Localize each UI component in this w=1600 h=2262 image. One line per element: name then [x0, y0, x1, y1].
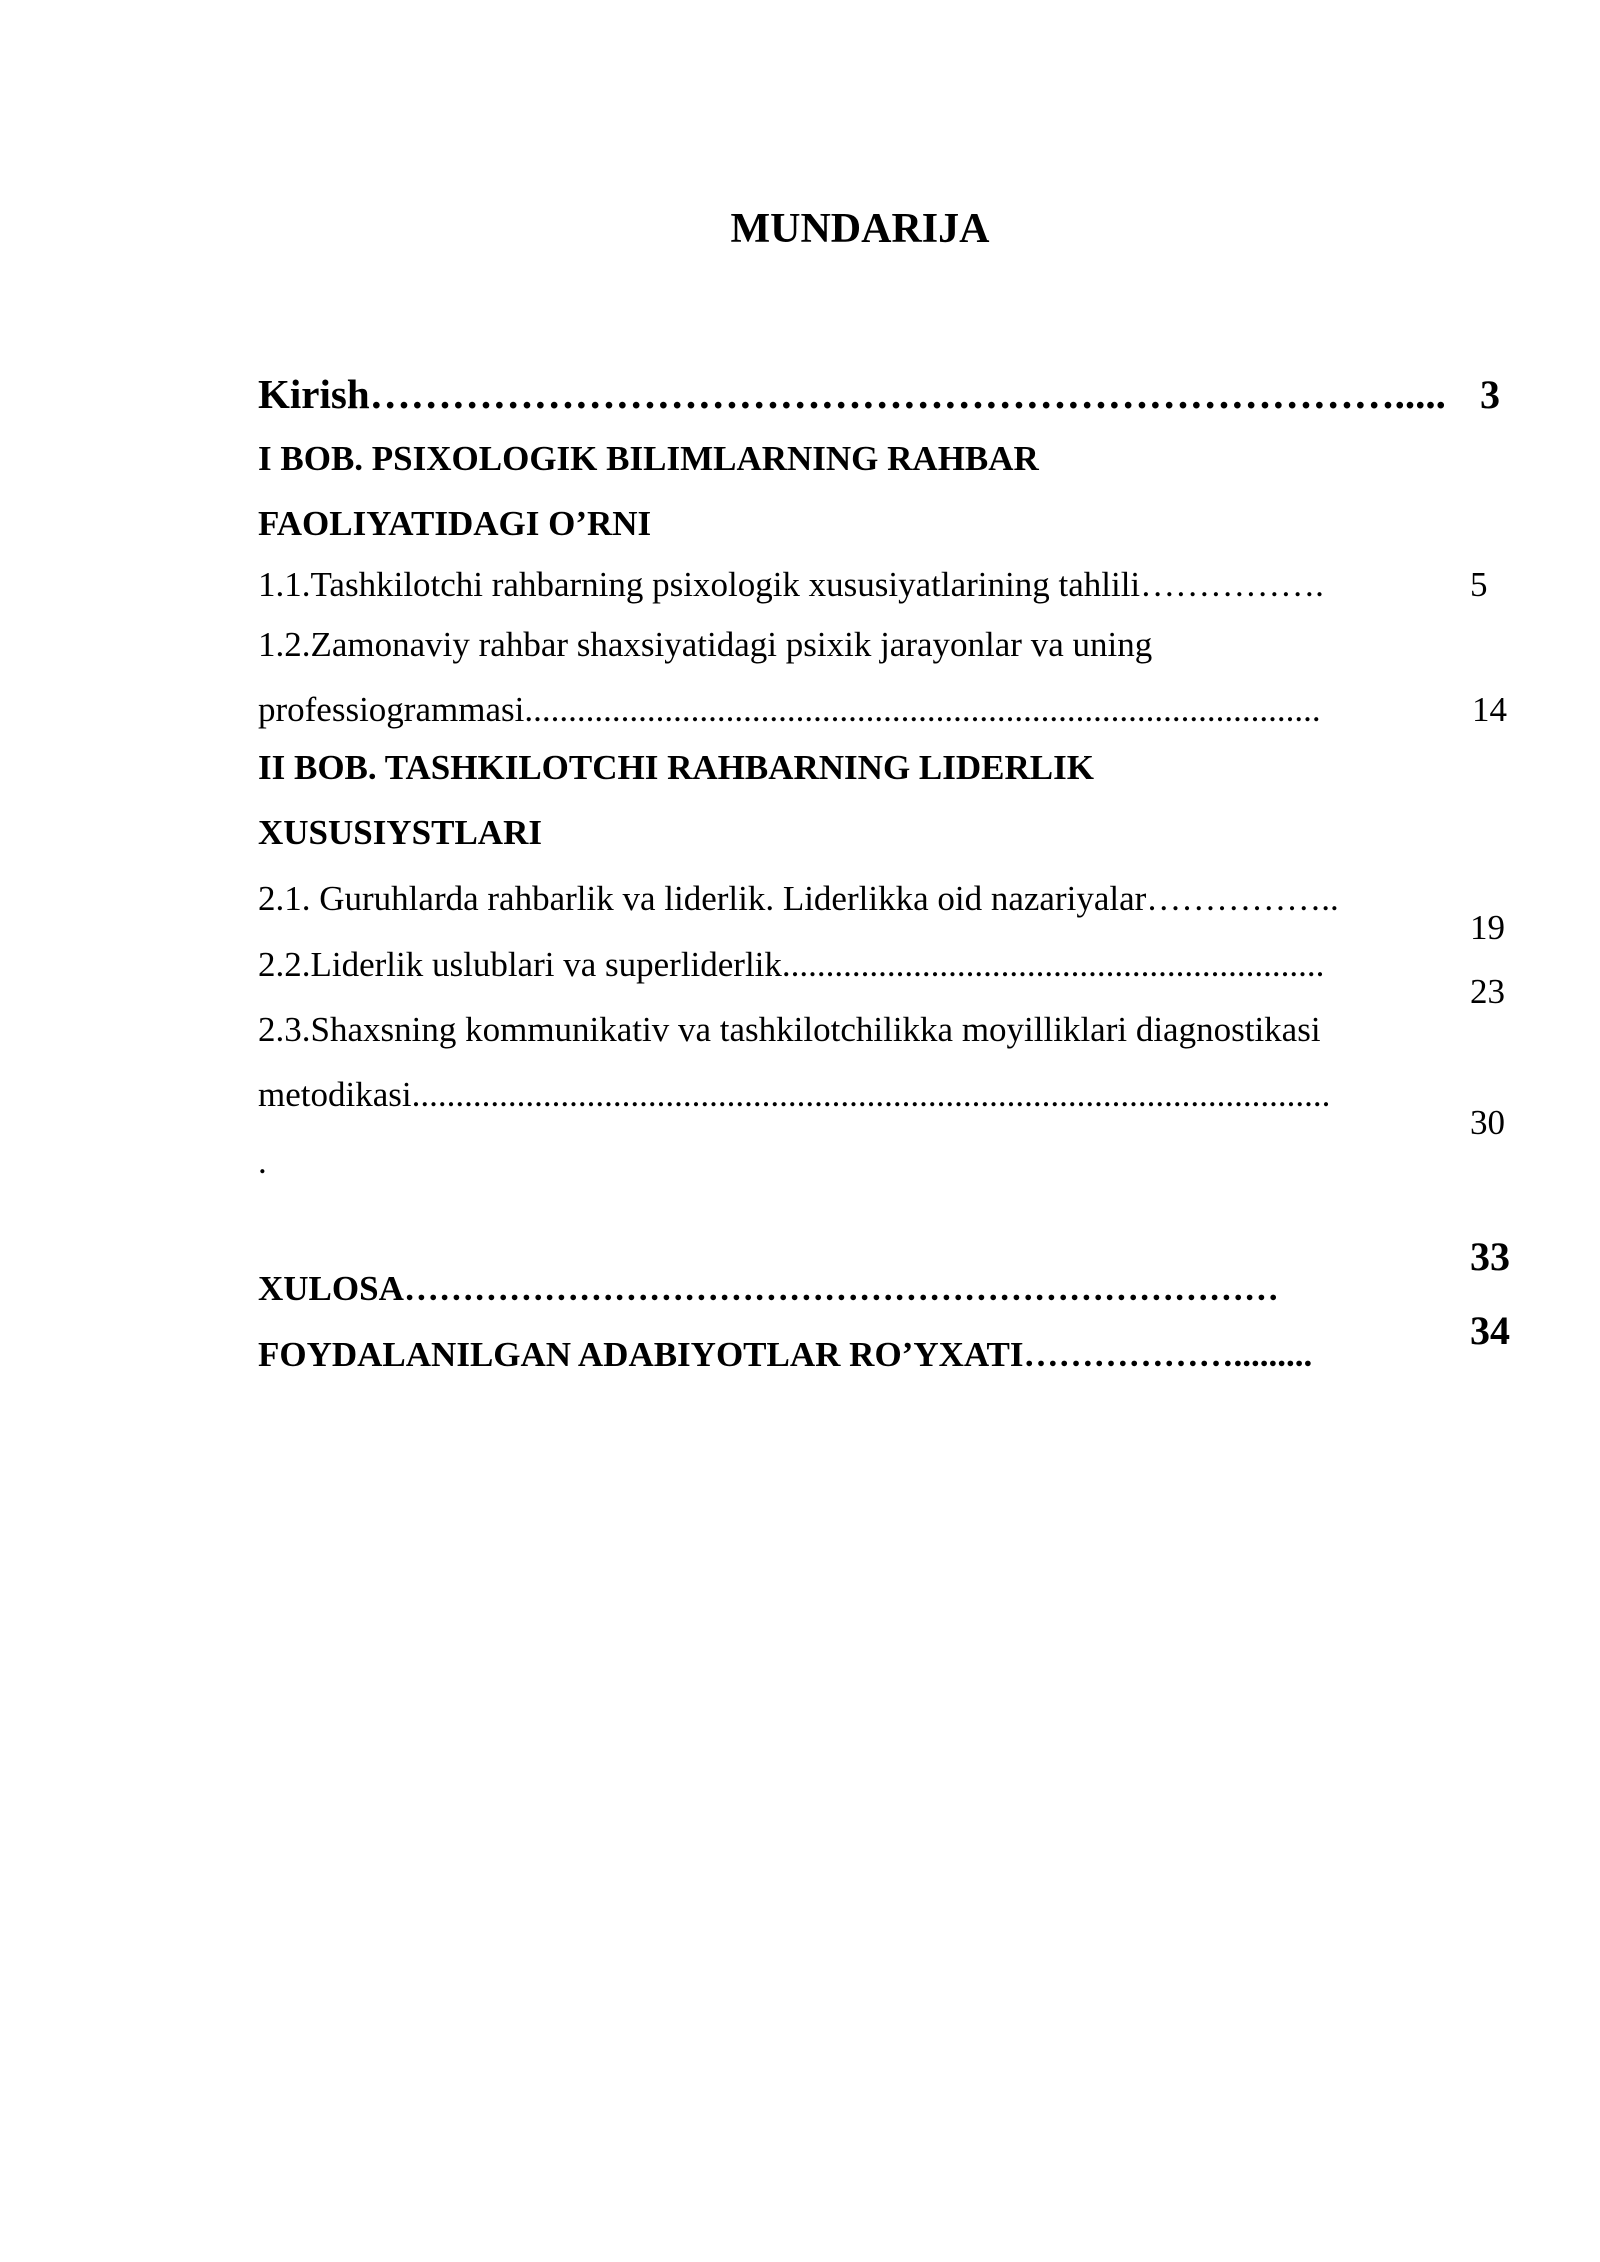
toc-entry-2-2: 2.2.Liderlik uslublari va superliderlik..............................................................: [258, 945, 1325, 984]
toc-page-1-2: 14: [1472, 690, 1507, 729]
toc-page-2-2: 23: [1470, 972, 1505, 1011]
toc-chapter-1-line1: I BOB. PSIXOLOGIK BILIMLARNING RAHBAR: [258, 439, 1039, 478]
toc-entry-2-3-tail: .: [258, 1142, 267, 1181]
toc-entry-1-2-line1: 1.2.Zamonaviy rahbar shaxsiyatidagi psixik jarayonlar va uning: [258, 625, 1153, 664]
toc-entry-1-2: professiogrammasi...........................................................................................: [258, 690, 1321, 729]
toc-entry-2-3-line1: 2.3.Shaxsning kommunikativ va tashkilotchilikka moyilliklari diagnostikasi: [258, 1010, 1321, 1049]
toc-entry-2-3: metodikasi.........................................................................................................: [258, 1075, 1331, 1114]
toc-entry-1-1: 1.1.Tashkilotchi rahbarning psixologik xususiyatlarining tahlili…………….: [258, 565, 1324, 604]
toc-entry-xulosa: XULOSA…………………………………………………………………: [258, 1269, 1279, 1308]
toc-page-kirish: 3: [1480, 372, 1500, 417]
toc-entry-adabiyotlar: FOYDALANILGAN ADABIYOTLAR RO’YXATI……………….........: [258, 1335, 1313, 1374]
toc-entry-2-1: 2.1. Guruhlarda rahbarlik va liderlik. Liderlikka oid nazariyalar……………..: [258, 879, 1339, 918]
toc-entry-kirish: Kirish………………………………………………………………….....: [258, 371, 1446, 417]
toc-chapter-2-line2: XUSUSIYSTLARI: [258, 813, 542, 852]
toc-page-2-3: 30: [1470, 1103, 1505, 1142]
toc-chapter-1-line2: FAOLIYATIDAGI O’RNI: [258, 504, 652, 543]
toc-page-adabiyotlar: 34: [1470, 1308, 1510, 1353]
toc-page-1-1: 5: [1470, 565, 1488, 604]
toc-chapter-2-line1: II BOB. TASHKILOTCHI RAHBARNING LIDERLIK: [258, 748, 1094, 787]
toc-page-xulosa: 33: [1470, 1234, 1510, 1279]
toc-page-2-1: 19: [1470, 908, 1505, 947]
page-title: MUNDARIJA: [730, 206, 990, 252]
